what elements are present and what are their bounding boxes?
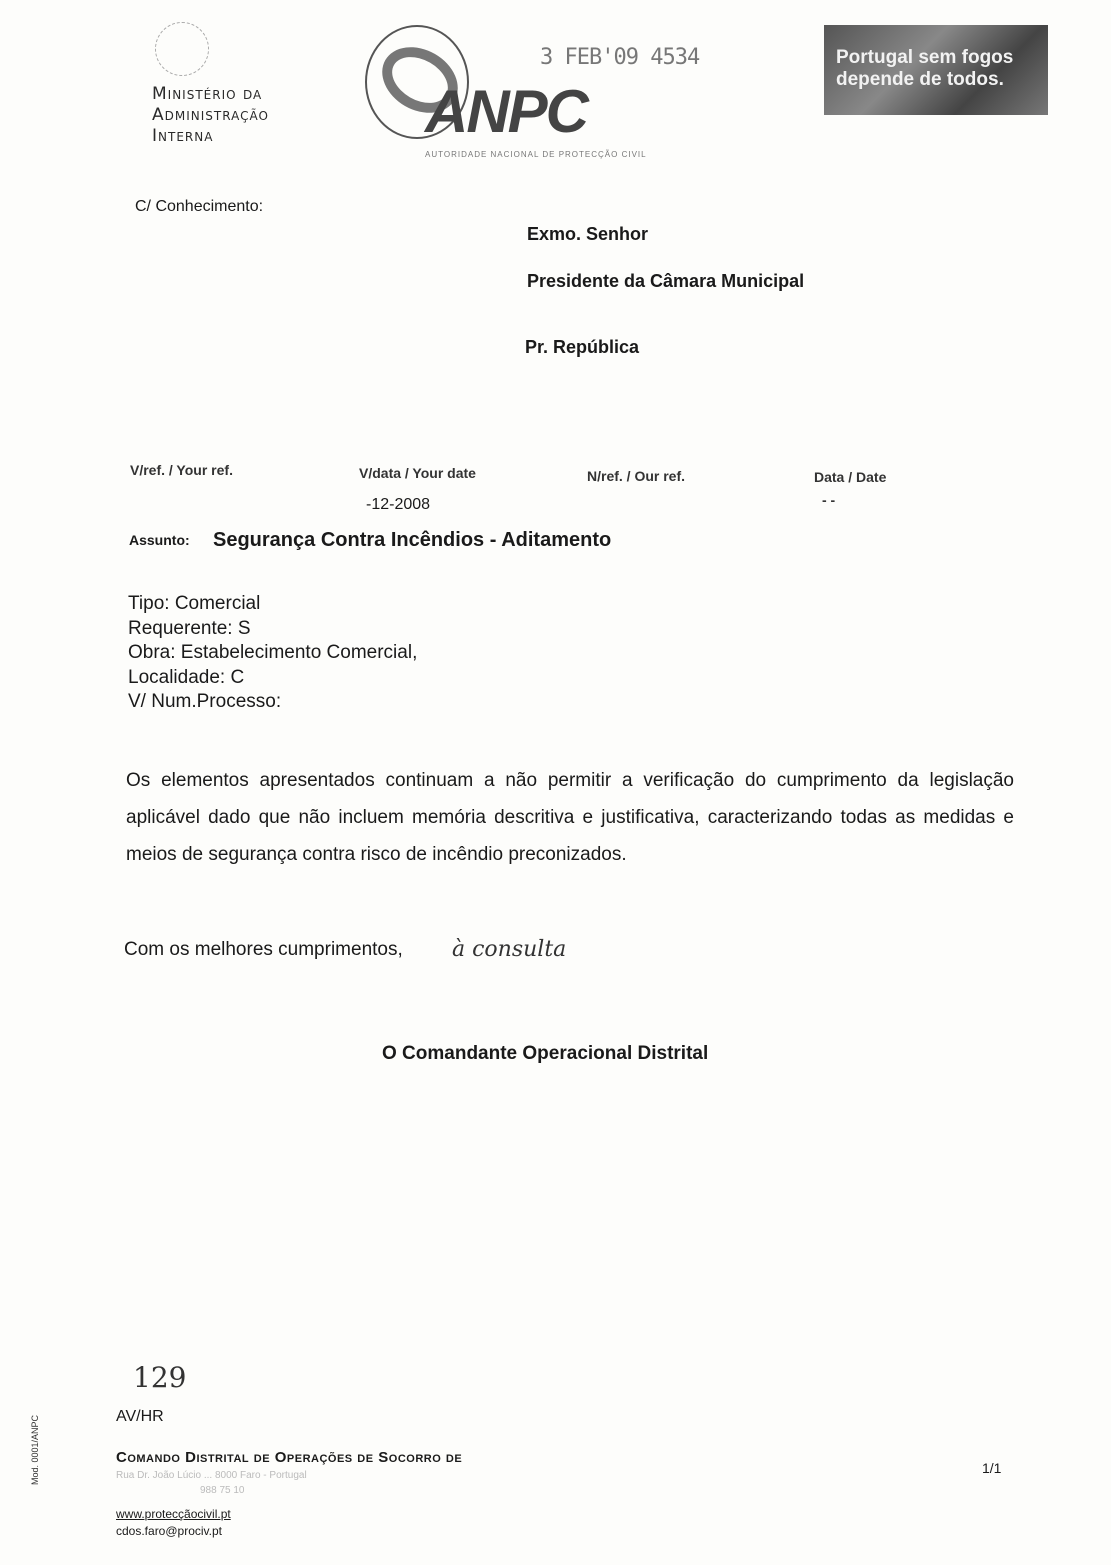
footer-address: Rua Dr. João Lúcio ... 8000 Faro - Portugal bbox=[116, 1470, 307, 1481]
your-ref-label: V/ref. / Your ref. bbox=[130, 462, 233, 478]
banner-line: depende de todos. bbox=[836, 69, 1004, 90]
details-list bbox=[128, 592, 417, 715]
recipient-salutation: Exmo. Senhor bbox=[527, 224, 649, 244]
anpc-logo: ANPC bbox=[425, 78, 588, 145]
banner-line: Portugal sem fogos bbox=[836, 47, 1014, 68]
subject-label: Assunto: bbox=[129, 532, 190, 548]
date-value: - - bbox=[822, 492, 836, 508]
detail-process-number: V/ Num.Processo: bbox=[128, 691, 282, 712]
email-address: cdos.faro@prociv.pt bbox=[116, 1524, 223, 1538]
ministry-name bbox=[152, 84, 269, 147]
detail-work: Obra: Estabelecimento Comercial, bbox=[128, 642, 418, 663]
closing: Com os melhores cumprimentos, bbox=[124, 939, 403, 960]
ministry-line: Ministério da bbox=[152, 84, 263, 104]
website-link[interactable]: www.protecçãocivil.pt bbox=[116, 1507, 231, 1521]
ministry-seal-icon bbox=[155, 22, 209, 76]
campaign-banner bbox=[824, 25, 1048, 115]
footer-phone: 988 75 10 bbox=[200, 1485, 245, 1496]
cc-label: C/ Conhecimento: bbox=[135, 198, 264, 215]
body-paragraph: Os elementos apresentados continuam a não permitir a verificação do cumprimento da legislação aplicável dado que não incluem memória descritiva e justificativa, caracterizando todas as medidas e meios de segurança contra risco de incêndio preconizados. bbox=[126, 770, 1014, 865]
our-ref-label: N/ref. / Our ref. bbox=[587, 468, 686, 484]
footer-org: Comando Distrital de Operações de Socorro de bbox=[116, 1449, 463, 1466]
ministry-line: Administração bbox=[152, 105, 269, 125]
handwritten-number: 129 bbox=[133, 1361, 187, 1394]
anpc-subtitle: AUTORIDADE NACIONAL DE PROTECÇÃO CIVIL bbox=[425, 150, 647, 159]
your-date-value: -12-2008 bbox=[366, 496, 431, 513]
recipient-address: Pr. República bbox=[525, 337, 640, 357]
detail-locality: Localidade: C bbox=[128, 666, 245, 688]
detail-type: Tipo: Comercial bbox=[128, 593, 261, 614]
received-stamp: 3 FEB'09 4534 bbox=[540, 45, 700, 70]
initials: AV/HR bbox=[116, 1408, 164, 1425]
detail-applicant: Requerente: S bbox=[128, 617, 251, 639]
recipient-title: Presidente da Câmara Municipal bbox=[527, 271, 805, 291]
signatory: O Comandante Operacional Distrital bbox=[382, 1043, 709, 1064]
handwritten-note: à consulta bbox=[452, 937, 567, 962]
subject-text: Segurança Contra Incêndios - Aditamento bbox=[213, 529, 612, 551]
ministry-line: Interna bbox=[152, 126, 214, 146]
form-code: Mod. 0001/ANPC bbox=[30, 1414, 40, 1485]
page-number: 1/1 bbox=[982, 1460, 1002, 1476]
your-date-label: V/data / Your date bbox=[359, 465, 476, 481]
date-label: Data / Date bbox=[814, 469, 887, 485]
